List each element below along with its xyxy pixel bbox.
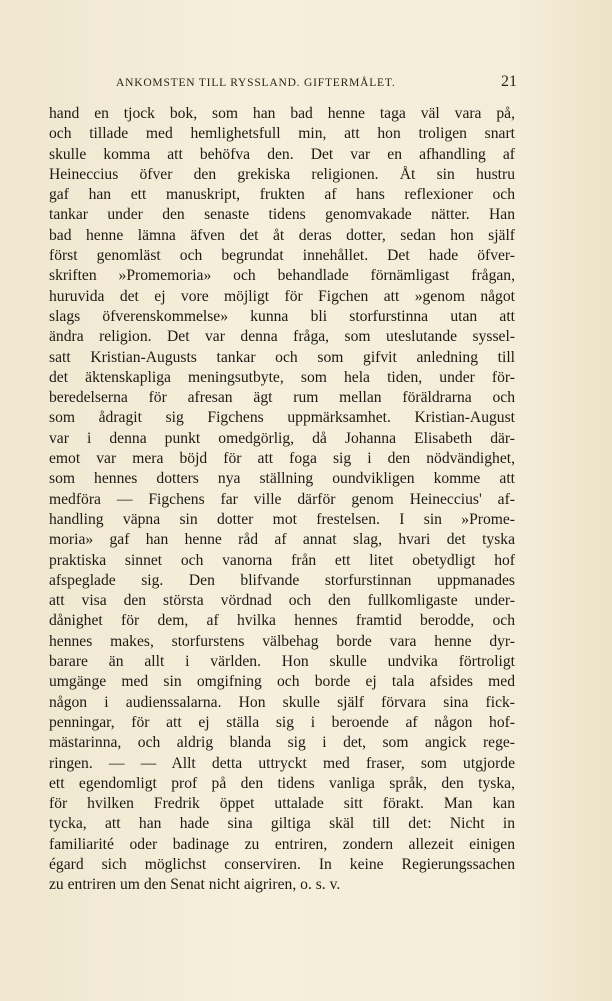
text-line: medföra — Figchens far ville därför genom Heineccius' af- [49, 490, 515, 508]
text-line: satt Kristian-Augusts tankar och som gifvit anledning till [49, 348, 515, 366]
text-line: hand en tjock bok, som han bad henne taga väl vara på, [49, 105, 515, 122]
text-line: umgänge med sin omgifning och borde ej tala afsides med [49, 673, 515, 691]
body-text [49, 104, 515, 896]
text-line: var i denna punkt omedgörlig, då Johanna Elisabeth där- [49, 429, 515, 447]
text-line: Heineccius öfver den grekiska religionen. Åt sin hustru [49, 165, 515, 183]
text-line: moria» gaf han henne råd af annat slag, hvari det tyska [49, 531, 515, 549]
text-line: tankar under den senaste tidens genomvakade nätter. Han [49, 206, 515, 224]
text-line: och tillade med hemlighetsfull min, att hon troligen snart [49, 125, 515, 143]
page-number: 21 [501, 73, 517, 90]
text-line: bad henne lämna äfven det åt deras dotter, sedan hon själf [49, 226, 515, 244]
text-line: slags öfverenskommelse» kunna bli storfurstinna utan att [49, 307, 515, 325]
text-line: att visa den största vördnad och den fullkomligaste under- [49, 592, 515, 610]
text-line: dånighet för dem, af hvilka hennes framtid berodde, och [49, 612, 515, 630]
running-head: ANKOMSTEN TILL RYSSLAND. GIFTERMÅLET. [116, 77, 396, 89]
text-line: handling väpna sin dotter mot frestelsen. I sin »Prome- [49, 510, 515, 528]
text-line: emot var mera böjd för att foga sig i den nödvändighet, [49, 450, 515, 468]
text-line: någon i audienssalarna. Hon skulle själf förvara sina fick- [49, 693, 515, 711]
text-line: ett egendomligt prof på den tidens vanliga språk, den tyska, [49, 774, 515, 792]
text-line: först genomläst och begrundat innehållet. Det hade öfver- [49, 247, 515, 265]
text-line: som ådragit sig Figchens uppmärksamhet. Kristian-August [49, 409, 515, 427]
text-line: det äktenskapliga meningsutbyte, som hela tiden, under för- [49, 368, 515, 386]
text-line: beredelserna för afresan ägt rum mellan föräldrarna och [49, 389, 515, 407]
text-line: gaf han ett manuskript, frukten af hans reflexioner och [49, 186, 515, 204]
text-line: ringen. — — Allt detta uttryckt med fraser, som utgjorde [49, 754, 515, 772]
text-line: tycka, att han hade sina giltiga skäl till det: Nicht in [49, 815, 515, 833]
text-line: skulle komma att behöfva den. Det var en afhandling af [49, 145, 515, 163]
text-line: hennes makes, storfurstens välbehag borde vara henne dyr- [49, 632, 515, 650]
text-line: barare än allt i världen. Hon skulle undvika förtroligt [49, 653, 515, 671]
text-line: praktiska sinnet och vanorna från ett litet obetydligt hof [49, 551, 515, 569]
text-line: ändra religion. Det var denna fråga, som uteslutande syssel- [49, 328, 515, 346]
text-line: för hvilken Fredrik öppet uttalade sitt förakt. Man kan [49, 795, 515, 813]
text-line: skriften »Promemoria» och behandlade förnämligast frågan, [49, 267, 515, 285]
text-line: som hennes dotters nya ställning oundvikligen komme att [49, 470, 515, 488]
text-line: penningar, för att ej ställa sig i beroende af någon hof- [49, 713, 515, 731]
text-line: huruvida det ej vore möjligt för Figchen att »genom något [49, 287, 515, 305]
text-line: égard sich möglichst conserviren. In keine Regierungssachen [49, 855, 515, 873]
text-line: zu entriren um den Senat nicht aigriren, o. s. v. [49, 876, 341, 894]
text-line: familiarité oder badinage zu entriren, zondern allezeit einigen [49, 835, 515, 853]
text-line: mästarinna, och aldrig blanda sig i det, som angick rege- [49, 734, 515, 752]
text-line: afspeglade sig. Den blifvande storfurstinnan uppmanades [49, 571, 515, 589]
